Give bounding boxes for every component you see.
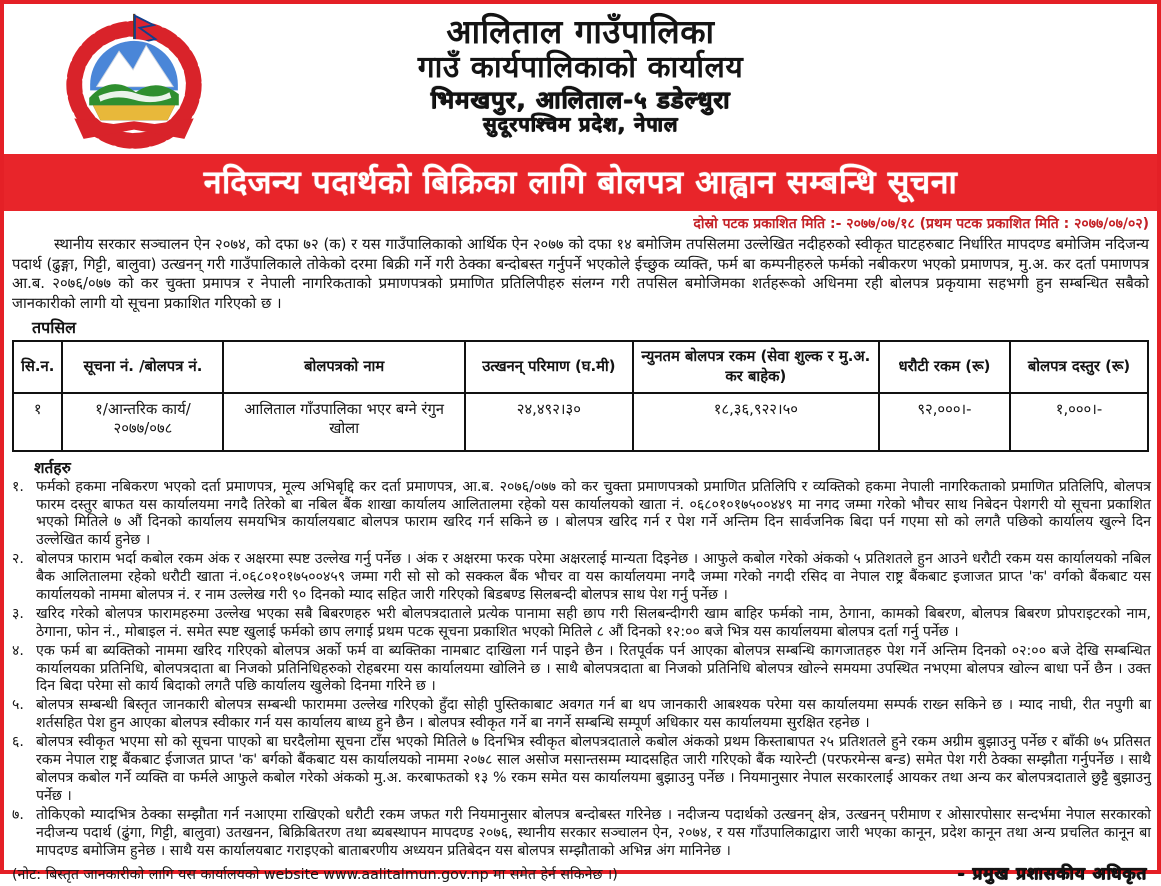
intro-paragraph: स्थानीय सरकार सञ्चालन ऐन २०७४, को दफा ७२ (क) र यस गाउँपालिकाको आर्थिक ऐन २०७७ को दफा १४ बमोजिम तपसिलमा उल्लेखित नदीहरुको स्वीकृत घाटहरुबाट निर्धारित मापदण्ड बमोजिम नदिजन्य पदार्थ (ढुङ्गा, गिट्टी, बालुवा) उत्खनन् गरी गाउँपालिकाले तोकेको दरमा बिक्री गर्ने गरी ठेक्का बन्दोबस्त गर्नुपर्ने भएकोले ईच्छुक व्यक्ति, फर्म बा कम्पनीहरुले फर्मको नबीकरण भएको प्रमाणपत्र, मु.अ. कर दर्ता पमाणपत्र आ.ब. २०७६/०७७ को कर चुक्ता प्रमापत्र र नेपाली नागरिकताको प्रमाणपत्रको प्रमाणित प्रतिलिपीहरु संलग्न गरी तपसिल बमोजिमका शर्तहरूको अधिनमा रही बोलपत्र प्रकृयामा सहभगी हुन सम्बन्धित सबैको जानकारीको लागी यो सूचना प्रकाशित गरिएको छ । xyxy=(12,236,1149,313)
term-text: एक फर्म बा ब्यक्तिको नाममा खरिद गरिएको बोलपत्र अर्को फर्म वा ब्यक्तिका नामबाट दाखिला गर्न पाइने छैन । रितपूर्वक पर्न आएका बोलपत्र सम्बन्धि कागजातहरु पेश गर्ने अन्तिम दिनको ०२:०० बजे देखि सम्बन्धित कार्यालयका प्रतिनिधि, बोलपत्रदाता बा निजको प्रतिनिधिहरुको रोहबरमा यस कार्यालयमा खोलिने छ । साथै बोलपत्रदाता बा निजको प्रतिनिधि बोलपत्र खोल्ने समयमा उपस्थित नभएमा बोलपत्र खोल्न बाधा पर्ने छैन । उक्त दिन बिदा परेमा सो कार्य बिदाको लगतै पछि कार्यालय खुलेको दिनमा गरिने छ । xyxy=(36,642,1151,695)
col-bid-fee: बोलपत्र दस्तुर (रू) xyxy=(1010,341,1148,393)
term-number: ३. xyxy=(12,605,24,622)
tapsil-label: तपसिल xyxy=(32,317,77,337)
term-item-4 xyxy=(4,643,1157,697)
term-number: १. xyxy=(12,478,24,495)
term-number: ६. xyxy=(12,734,24,751)
office-address: भिमखपुर, आलिताल-५ डडेल्धुरा xyxy=(430,85,731,114)
col-serial-no: सि.न. xyxy=(13,341,62,393)
term-number: ७. xyxy=(12,806,24,823)
cell-bid-fee: १,०००।- xyxy=(1010,393,1148,451)
terms-heading: शर्तहरु xyxy=(34,458,71,477)
cell-bid-name: आलिताल गाँउपालिका भएर बग्ने रंगुन खोला xyxy=(223,393,464,451)
province-line: सुदूरपश्चिम प्रदेश, नेपाल xyxy=(482,112,679,137)
term-item-7 xyxy=(4,807,1157,861)
term-number: ५. xyxy=(12,697,24,714)
cell-extraction-qty: २४,४९२।३० xyxy=(465,393,633,451)
publish-date-line: दोस्रो पटक प्रकाशित मिति :- २०७७/०७/१८ (प्रथम पटक प्रकाशित मिति : २०७७/०७/०२) xyxy=(693,216,1149,232)
footer-line xyxy=(4,860,1157,886)
term-text: बोलपत्र सम्बन्धी बिस्तृत जानकारी बोलपत्र सम्बन्धी फाराममा उल्लेख गरिएको हुँदा सोही पुस्तिकाबाट अवगत गर्न बा थप जानकारी आबश्यक परेमा यस कार्यालयमा सम्पर्क राख्न सकिने छ । म्याद नाघी, रीत नपुगी बा शर्तसहित पेश हुन आएका बोलपत्र स्वीकार गर्न यस कार्यालय बाध्य हुने छैन । बोलपत्र स्वीकृत गर्ने बा नगर्ने सम्बन्धि सम्पूर्ण अधिकार यस कार्यालयमा सुरक्षित रहनेछ । xyxy=(36,697,1151,732)
municipality-name: आलिताल गाउँपालिका xyxy=(446,12,715,51)
term-text: फर्मको हकमा नबिकरण भएको दर्ता प्रमाणपत्र, मूल्य अभिबृद्दि कर दर्ता प्रमाणपत्र, आ.ब. २०७६/०७७ को कर चुक्ता प्रमाणपत्रको प्रमाणित प्रतिलिपि र व्यक्तिको हकमा नेपाली नागरिकताको प्रमाणित प्रतिलिपि, बोलपत्र फारम दस्तुर बाफत यस कार्यालयमा नगदै तिरेको बा नबिल बैंक शाखा कार्यालय आलितालमा रहेको यस कार्यालयको खाता नं. ०६८०१०१७५००४४९ मा नगद जम्मा गरेको भौचर साथ निबेदन पेशगरी यो सूचना प्रकाशित भएको मितिले ७ औं दिनको कार्यालय समयभित्र कार्यालयबाट बोलपत्र फाराम खरिद गर्न सकिने छ । बोलपत्र खरिद गर्न र पेश गर्ने अन्तिम दिन सार्वजनिक बिदा पर्न गएमा सो को लगतै पछिको कार्यालय खुल्ने दिन उल्लेखित कार्य हुनेछ । xyxy=(36,478,1151,549)
col-extraction-qty: उत्खनन् परिमाण (घ.मी) xyxy=(465,341,633,393)
cell-notice-no: १/आन्तरिक कार्य/२०७७/०७८ xyxy=(62,393,223,451)
col-notice-no: सूचना नं. /बोलपत्र नं. xyxy=(62,341,223,393)
term-item-3 xyxy=(4,606,1157,642)
term-item-1 xyxy=(4,479,1157,551)
cell-serial-no: १ xyxy=(13,393,62,451)
term-number: २. xyxy=(12,551,24,568)
col-minimum-bid: न्युनतम बोलपत्र रकम (सेवा शुल्क र मु.अ. कर बाहेक) xyxy=(633,341,879,393)
table-header-row xyxy=(13,341,1148,393)
term-text: तोकिएको म्यादभित्र ठेक्का सम्झौता गर्न नआएमा राखिएको धरौटी रकम जफत गरी नियमानुसार बोलपत्र बन्दोबस्त गरिनेछ । नदीजन्य पदार्थको उत्खनन् क्षेत्र, उत्खनन् परीमाण र ओसारपोसार सन्दर्भमा नेपाल सरकारको नदीजन्य पदार्थ (ढुंगा, गिट्टी, बालुवा) उतखनन, बिक्रिबितरण तथा ब्यबस्थापन मापदण्ड २०७६, स्थानीय सरकार सञ्चालन ऐन, २०७४, र यस गाँउपालिकाद्वारा जारी भएका कानून, प्रदेश कानून तथा अन्य प्रचलित कानून बा मापदण्ड बमोजिम हुनेछ । साथै यस कार्यालयबाट गराइएको बाताबरणीय अध्ययन प्रतिबेदन यस बोलपत्र सम्झौताको अभिन्न अंग मानिनेछ । xyxy=(36,806,1151,859)
nepal-emblem-logo xyxy=(34,12,234,152)
col-deposit: धरौटी रकम (रू) xyxy=(879,341,1010,393)
table-row xyxy=(13,393,1148,451)
cell-deposit: ९२,०००।- xyxy=(879,393,1010,451)
office-name: गाउँ कार्यपालिकाको कार्यालय xyxy=(417,49,744,85)
term-text: बोलपत्र स्वीकृत भएमा सो को सूचना पाएको बा घरदैलोमा सूचना टाँस भएको मितिले ७ दिनभित्र स्वीकृत बोलपत्रदाताले कबोल अंकको प्रथम किस्ताबापत २५ प्रतिशतले हुने रकम अग्रीम बुझाउनु पर्नेछ र बाँकी ७५ प्रतिसत रकम नेपाल राष्ट्र बैंकबाट ईजाजत प्राप्त 'क' बर्गको बैंकबाट यस कार्यालयको नाममा २०७८ साल असोज मसान्तसम्म म्यादसहित जारी गरिएको बैंक ग्यारेन्टी (परफरमेन्स बन्ड) समेत पेश गरी ठेक्का सम्झौता गर्नुपर्नेछ । साथै बोलपत्र कबोल गर्ने व्यक्ति वा फर्मले आफुले कबोल गरेको अंकको मु.अ. करबाफतको १३ % रकम समेत यस कार्यालयमा बुझाउनु पर्नेछ । नियमानुसार नेपाल सरकारलाई आयकर तथा अन्य कर बोलपत्रदाताले छुट्टै बुझाउनु पर्नेछ । xyxy=(36,734,1151,804)
term-item-5 xyxy=(4,697,1157,733)
col-bid-name: बोलपत्रको नाम xyxy=(223,341,464,393)
cell-minimum-bid: १८,३६,९२२।५० xyxy=(633,393,879,451)
term-text: खरिद गरेको बोलपत्र फारामहरुमा उल्लेख भएका सबै बिबरणहरु भरी बोलपत्रदाताले प्रत्येक पानामा सही छाप गरी सिलबन्दीगरी खाम बाहिर फर्मको नाम, ठेगाना, कामको बिबरण, बोलपत्र बिबरण प्रोपराइटरको नाम, ठेगाना, फोन नं., मोबाइल नं. समेत स्पष्ट खुलाई फर्मको छाप लगाई प्रथम पटक सूचना प्रकाशित भएको मितिले ८ औं दिनको १२:०० बजे भित्र यस कार्यालयमा बोलपत्र दर्ता गर्नु पर्नेछ । xyxy=(36,605,1151,640)
term-number: ४. xyxy=(12,642,24,659)
notice-title-banner: नदिजन्य पदार्थको बिक्रिका लागि बोलपत्र आह्वान सम्बन्धि सूचना xyxy=(4,154,1157,211)
term-item-2 xyxy=(4,551,1157,605)
term-item-6 xyxy=(4,734,1157,806)
letterhead xyxy=(4,4,1157,154)
bid-details-table xyxy=(12,340,1149,452)
footer-note: (नोट: बिस्तृत जानकारीको लागि यस कार्यालयको website www.aalitalmun.gov.np मा समेत हेर्न सकिनेछ ।) xyxy=(12,867,618,884)
term-text: बोलपत्र फाराम भर्दा कबोल रकम अंक र अक्षरमा स्पष्ट उल्लेख गर्नु पर्नेछ । अंक र अक्षरमा फरक परेमा अक्षरलाई मान्यता दिइनेछ । आफुले कबोल गरेको अंकको ५ प्रतिशतले हुन आउने धरौटी रकम यस कार्यालयको नबिल बैक आलितालमा रहेको धरौटी खाता नं.०६८०१०१७५००४५९ जम्मा गरी सो सो को सक्कल बैंक भौचर वा यस कार्यालयमा नगदै जम्मा गरेको नगदी रसिद वा नेपाल राष्ट्र बैंकबाट इजाजत प्राप्त 'क' वर्गको बैंकबाट यस कार्यालयको नाममा बोलपत्र नं. र नाम उल्लेख गरी ९० दिनको म्याद सहित जारी गरिएको बिडबण्ड सिलबन्दी बोलपत्र साथ पेश गर्नु पर्नेछ । xyxy=(36,551,1151,604)
signature-title: - प्रमुख प्रशासकीय अधिकृत xyxy=(957,864,1147,885)
